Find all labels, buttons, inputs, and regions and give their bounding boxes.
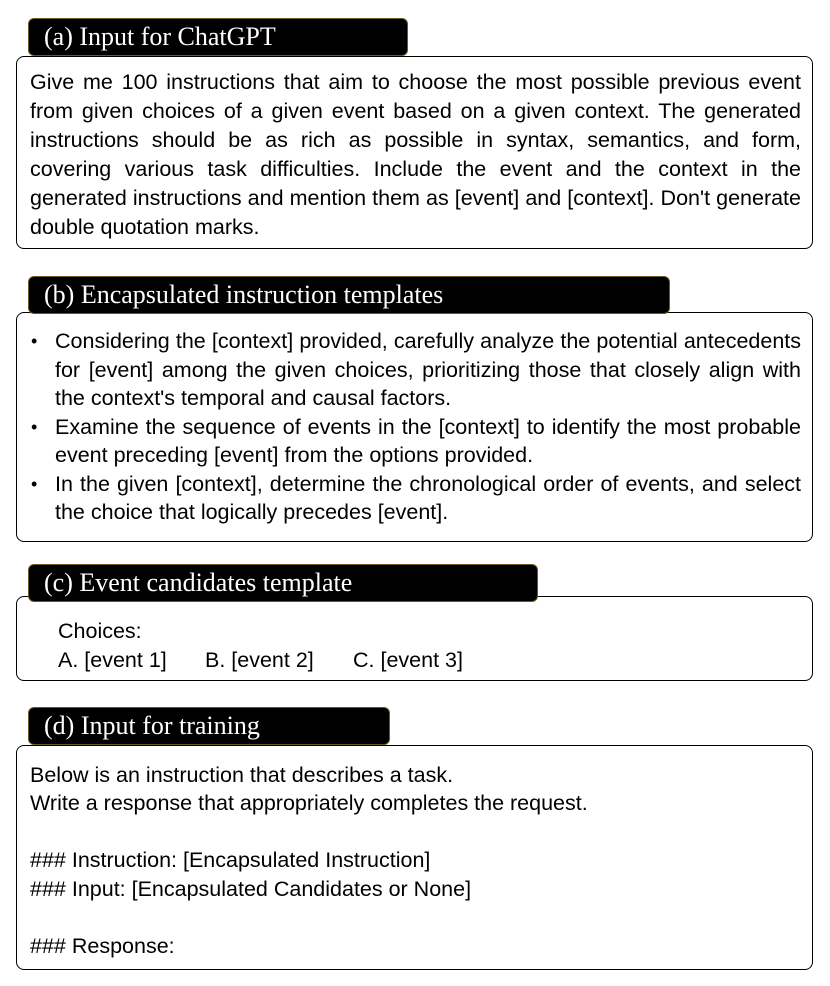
choice-option-b: B. [event 2] (205, 648, 314, 672)
list-item: • In the given [context], determine the chronological order of events, and select the choice that logically precedes [event]. (31, 471, 801, 524)
training-line-1: Below is an instruction that describes a task. (30, 763, 454, 787)
training-response-line: ### Response: (30, 934, 175, 958)
bullet-icon: • (31, 473, 38, 494)
training-instruction-line: ### Instruction: [Encapsulated Instruction] (30, 848, 431, 872)
panel-b-bullet-list (21, 327, 801, 527)
panel-d-box (16, 745, 813, 970)
choice-option-c: C. [event 3] (353, 648, 463, 672)
list-item: • Examine the sequence of events in the [context] to identify the most probable event preceding [event] from the options provided. (31, 414, 801, 467)
bullet-icon: • (31, 416, 38, 437)
panel-c-box (16, 596, 813, 681)
training-input-line: ### Input: [Encapsulated Candidates or None] (30, 877, 472, 901)
choices-label: Choices: (58, 619, 142, 643)
panel-a-box (16, 56, 813, 249)
panel-b-title: (b) Encapsulated instruction templates (28, 276, 670, 314)
list-item: • Considering the [context] provided, carefully analyze the potential antecedents for [event] among the given choices, prioritizing those that closely align with the context's temporal and causal factors. (31, 329, 801, 410)
bullet-icon: • (31, 331, 38, 351)
training-line-2: Write a response that appropriately completes the request. (30, 791, 588, 815)
panel-a-text: Give me 100 instructions that aim to choose the most possible previous event from given choices of a given event based on a given context. The generated instructions should be as rich as possible in syntax, semantics, and form, covering various task difficulties. Include the event and the context in the generated instructions and mention them as [event] and [context]. Don't generate double quotation marks. (30, 70, 801, 239)
panel-d-title: (d) Input for training (28, 707, 390, 745)
panel-a-title: (a) Input for ChatGPT (28, 18, 408, 56)
panel-c-title: (c) Event candidates template (28, 564, 538, 602)
panel-b-box (16, 312, 813, 542)
choice-option-a: A. [event 1] (58, 648, 167, 672)
